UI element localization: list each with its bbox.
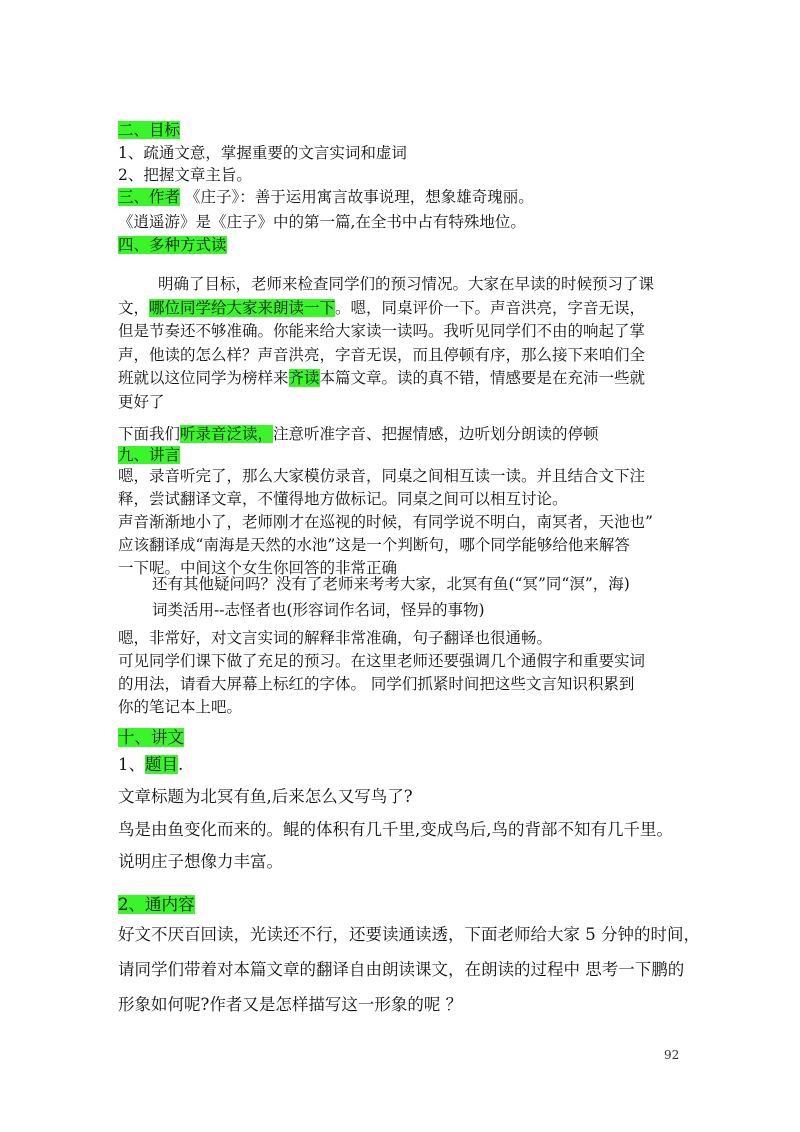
goal-item-2: 2、把握文章主旨。: [118, 166, 252, 184]
highlighted-text: 听录音泛读，: [180, 425, 274, 443]
heading-highlight: 三、作者: [118, 188, 181, 206]
title-answer-1: 鸟是由鱼变化而来的。鲲的体积有几千里,变成鸟后,鸟的背部不知有几千里。: [118, 820, 673, 839]
text-span: 注意听准字音、把握情感，边听划分朗读的停顿: [273, 425, 599, 443]
text-span: 。嗯，同桌评价一下。声音洪亮，字音无误，: [335, 298, 646, 317]
content-line-2: 请同学们带着对本篇文章的翻译自由朗读课文，在朗读的过程中 思考一下鹏的: [118, 960, 685, 979]
paragraph-line: 声，他读的怎么样？声音洪亮，字音无误，而且停顿有序，那么接下来咱们全: [118, 345, 646, 364]
title-question: 文章标题为北冥有鱼,后来怎么又写鸟了?: [118, 787, 413, 806]
heading-highlight: 2、通内容: [118, 895, 195, 914]
text-span: .: [178, 755, 184, 774]
title-answer-2: 说明庄子想像力丰富。: [118, 852, 283, 871]
highlighted-text: 齐读: [288, 369, 320, 387]
content-line-1: 好文不厌百回读，光读还不行，还要读通读透，下面老师给大家 5 分钟的时间，: [118, 925, 700, 944]
paragraph-line: 明确了目标，老师来检查同学们的预习情况。大家在早读的时候预习了课: [158, 275, 655, 293]
text-span: 班就以这位同学为榜样来: [118, 369, 289, 387]
section-heading-reading: [118, 235, 688, 255]
paragraph-line: 但是节奏还不够准确。你能来给大家读一读吗。我听见同学们不由的响起了掌: [118, 322, 646, 340]
heading-highlight: 二、目标: [118, 121, 181, 139]
paragraph-line: 嗯，录音听完了，那么大家模仿录音，同桌之间相互读一读。并且结合文下注: [118, 467, 646, 485]
paragraph-line: 你的笔记本上吧。: [118, 698, 243, 716]
paragraph-line: 更好了: [118, 392, 165, 411]
paragraph-line: [118, 367, 688, 391]
summary-paragraph: [118, 627, 688, 719]
section-heading-goals: [118, 120, 688, 140]
question-line: 还有其他疑问吗？没有了老师来考考大家，北冥有鱼(“冥”同“溟”，海): [152, 575, 630, 593]
text-span: 文，: [118, 298, 150, 317]
heading-highlight: 九、讲言: [118, 446, 181, 464]
page-number: 92: [664, 1048, 680, 1062]
subheading-number: 1、: [118, 755, 145, 774]
paragraph-line: 嗯，非常好，对文言实词的解释非常准确，句子翻译也很通畅。: [118, 629, 553, 647]
paragraph-line: 释，尝试翻译文章，不懂得地方做标记。同桌之间可以相互讨论。: [118, 490, 568, 508]
text-span: 下面我们: [118, 425, 181, 443]
text-span: 本篇文章。读的真不错，情感要是在充沛一些就: [319, 369, 646, 387]
section-heading-text: [118, 728, 688, 748]
section-heading-author: [118, 187, 688, 207]
listen-recording-line: [118, 424, 688, 444]
heading-highlight: 十、讲文: [118, 728, 184, 747]
reading-paragraph: [118, 273, 688, 414]
content-line-3: 形象如何呢?作者又是怎样描写这一形象的呢 ？: [118, 995, 463, 1014]
word-usage-line: 词类活用--志怪者也(形容词作名词，怪异的事物): [152, 601, 485, 619]
highlighted-text: 题目: [145, 755, 178, 774]
section-heading-explain: [118, 445, 688, 465]
paragraph-line: 一下呢。中间这个女生你回答的非常正确: [118, 559, 398, 577]
explain-paragraph: [118, 465, 688, 580]
paragraph-line: [118, 297, 688, 321]
paragraph-line: 声音渐渐地小了，老师刚才在巡视的时候，有同学说不明白，南冥者，天池也”: [118, 513, 653, 531]
paragraph-line: 应该翻译成“南海是天然的水池”这是一个判断句，哪个同学能够给他来解答: [118, 536, 630, 554]
highlighted-text: 哪位同学给大家来朗读一下: [149, 298, 336, 317]
paragraph-line: 的用法，请看大屏幕上标红的字体。 同学们抓紧时间把这些文言知识积累到: [118, 675, 635, 693]
author-description: 《庄子》：善于运用寓言故事说理，想象雄奇瑰丽。: [180, 188, 534, 206]
subheading-content: [118, 895, 688, 915]
author-note: 《逍遥游》是《庄子》中的第一篇,在全书中占有特殊地位。: [118, 213, 526, 231]
goal-item-1: 1、疏通文意，掌握重要的文言实词和虚词: [118, 144, 407, 162]
paragraph-line: 可见同学们课下做了充足的预习。在这里老师还要强调几个通假字和重要实词: [118, 652, 646, 670]
heading-highlight: 四、多种方式读: [118, 236, 227, 254]
subheading-title: [118, 755, 688, 775]
